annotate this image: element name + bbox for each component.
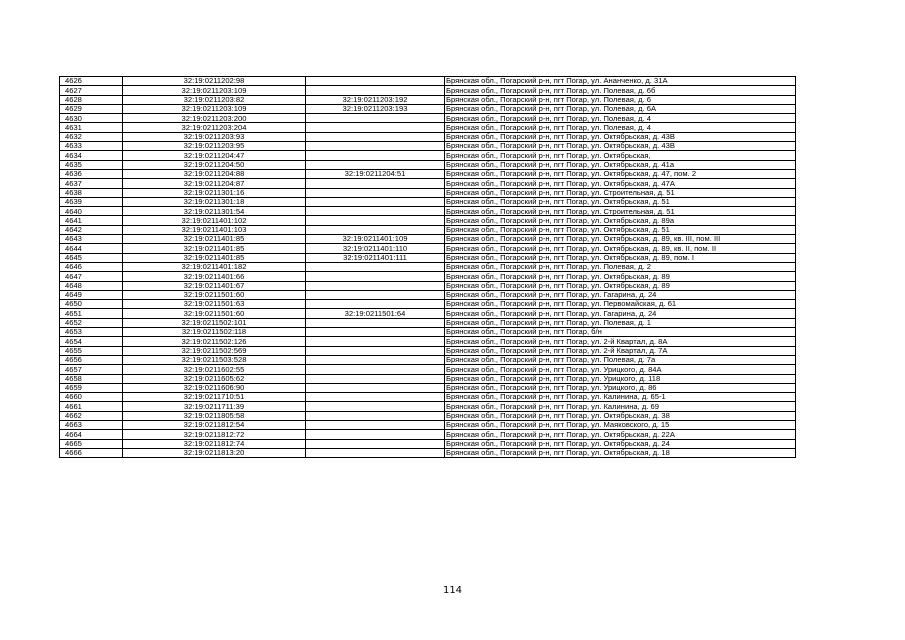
sub-cadastral-number-cell: [306, 430, 445, 439]
row-number-cell: 4649: [60, 290, 123, 299]
row-number-cell: 4661: [60, 402, 123, 411]
address-cell: Брянская обл., Погарский р-н, пгт Погар, ул. Полевая, д. 2: [445, 262, 796, 271]
table-row: [60, 104, 796, 113]
address-cell: Брянская обл., Погарский р-н, пгт Погар, ул. Гагарина, д. 24: [445, 309, 796, 318]
cadastral-number-cell: 32:19:0211501:63: [123, 300, 306, 309]
address-cell: Брянская обл., Погарский р-н, пгт Погар, ул. Октябрьская, д. 24: [445, 439, 796, 448]
row-number-cell: 4666: [60, 448, 123, 457]
cadastral-number-cell: 32:19:0211401:182: [123, 262, 306, 271]
row-number-cell: 4646: [60, 262, 123, 271]
table-row: [60, 86, 796, 95]
table-row: [60, 272, 796, 281]
cadastral-number-cell: 32:19:0211203:204: [123, 123, 306, 132]
cadastral-number-cell: 32:19:0211204:50: [123, 160, 306, 169]
sub-cadastral-number-cell: [306, 151, 445, 160]
row-number-cell: 4639: [60, 197, 123, 206]
address-cell: Брянская обл., Погарский р-н, пгт Погар, ул. Строительная, д. 51: [445, 188, 796, 197]
sub-cadastral-number-cell: [306, 300, 445, 309]
cadastral-number-cell: 32:19:0211203:200: [123, 114, 306, 123]
address-cell: Брянская обл., Погарский р-н, пгт Погар, ул. Октябрьская, д. 22А: [445, 430, 796, 439]
table-row: [60, 207, 796, 216]
row-number-cell: 4626: [60, 77, 123, 86]
cadastral-number-cell: 32:19:0211502:126: [123, 337, 306, 346]
row-number-cell: 4630: [60, 114, 123, 123]
cadastral-number-cell: 32:19:0211605:62: [123, 374, 306, 383]
address-cell: Брянская обл., Погарский р-н, пгт Погар, ул. Октябрьская, д. 47А: [445, 179, 796, 188]
sub-cadastral-number-cell: [306, 355, 445, 364]
address-cell: Брянская обл., Погарский р-н, пгт Погар, ул. Калинина, д. 69: [445, 402, 796, 411]
table-row: [60, 169, 796, 178]
table-row: [60, 430, 796, 439]
row-number-cell: 4665: [60, 439, 123, 448]
cadastral-number-cell: 32:19:0211813:20: [123, 448, 306, 457]
sub-cadastral-number-cell: 32:19:0211401:110: [306, 244, 445, 253]
row-number-cell: 4658: [60, 374, 123, 383]
address-cell: Брянская обл., Погарский р-н, пгт Погар, ул. Полевая, д. 7а: [445, 355, 796, 364]
table-row: [60, 374, 796, 383]
table-row: [60, 262, 796, 271]
table-row: [60, 448, 796, 457]
table-row: [60, 235, 796, 244]
sub-cadastral-number-cell: [306, 77, 445, 86]
address-cell: Брянская обл., Погарский р-н, пгт Погар, ул. Полевая, д. 4: [445, 123, 796, 132]
sub-cadastral-number-cell: [306, 179, 445, 188]
table-row: [60, 188, 796, 197]
page-number: 114: [442, 585, 463, 596]
sub-cadastral-number-cell: [306, 225, 445, 234]
row-number-cell: 4655: [60, 346, 123, 355]
address-cell: Брянская обл., Погарский р-н, пгт Погар, ул. Октябрьская,: [445, 151, 796, 160]
address-cell: Брянская обл., Погарский р-н, пгт Погар, ул. Октябрьская, д. 18: [445, 448, 796, 457]
sub-cadastral-number-cell: [306, 132, 445, 141]
table-row: [60, 383, 796, 392]
cadastral-number-cell: 32:19:0211606:90: [123, 383, 306, 392]
address-cell: Брянская обл., Погарский р-н, пгт Погар, ул. Маяковского, д. 15: [445, 420, 796, 429]
cadastral-number-cell: 32:19:0211401:102: [123, 216, 306, 225]
cadastral-number-cell: 32:19:0211503:528: [123, 355, 306, 364]
sub-cadastral-number-cell: [306, 411, 445, 420]
row-number-cell: 4636: [60, 169, 123, 178]
address-cell: Брянская обл., Погарский р-н, пгт Погар, ул. Строительная, д. 51: [445, 207, 796, 216]
table-row: [60, 290, 796, 299]
address-cell: Брянская обл., Погарский р-н, пгт Погар, ул. Гагарина, д. 24: [445, 290, 796, 299]
cadastral-number-cell: 32:19:0211204:87: [123, 179, 306, 188]
sub-cadastral-number-cell: 32:19:0211501:64: [306, 309, 445, 318]
cadastral-number-cell: 32:19:0211202:98: [123, 77, 306, 86]
property-table: [59, 76, 796, 458]
sub-cadastral-number-cell: [306, 439, 445, 448]
table-row: [60, 77, 796, 86]
row-number-cell: 4634: [60, 151, 123, 160]
row-number-cell: 4645: [60, 253, 123, 262]
cadastral-number-cell: 32:19:0211301:16: [123, 188, 306, 197]
table-row: [60, 95, 796, 104]
sub-cadastral-number-cell: 32:19:0211203:193: [306, 104, 445, 113]
address-cell: Брянская обл., Погарский р-н, пгт Погар, ул. Калинина, д. 65-1: [445, 393, 796, 402]
table-row: [60, 337, 796, 346]
sub-cadastral-number-cell: [306, 160, 445, 169]
sub-cadastral-number-cell: [306, 393, 445, 402]
sub-cadastral-number-cell: [306, 365, 445, 374]
table-row: [60, 393, 796, 402]
table-row: [60, 328, 796, 337]
cadastral-number-cell: 32:19:0211602:55: [123, 365, 306, 374]
sub-cadastral-number-cell: [306, 337, 445, 346]
address-cell: Брянская обл., Погарский р-н, пгт Погар, ул. Октябрьская, д. 89а: [445, 216, 796, 225]
cadastral-number-cell: 32:19:0211401:66: [123, 272, 306, 281]
cadastral-number-cell: 32:19:0211502:118: [123, 328, 306, 337]
table-row: [60, 281, 796, 290]
table-row: [60, 411, 796, 420]
sub-cadastral-number-cell: [306, 272, 445, 281]
cadastral-number-cell: 32:19:0211401:103: [123, 225, 306, 234]
address-cell: Брянская обл., Погарский р-н, пгт Погар, ул. Октябрьская, д. 51: [445, 197, 796, 206]
row-number-cell: 4635: [60, 160, 123, 169]
cadastral-number-cell: 32:19:0211711:39: [123, 402, 306, 411]
table-row: [60, 197, 796, 206]
row-number-cell: 4652: [60, 318, 123, 327]
row-number-cell: 4628: [60, 95, 123, 104]
sub-cadastral-number-cell: 32:19:0211204:51: [306, 169, 445, 178]
row-number-cell: 4627: [60, 86, 123, 95]
row-number-cell: 4664: [60, 430, 123, 439]
cadastral-number-cell: 32:19:0211203:109: [123, 104, 306, 113]
sub-cadastral-number-cell: [306, 207, 445, 216]
address-cell: Брянская обл., Погарский р-н, пгт Погар, ул. Первомайская, д. 61: [445, 300, 796, 309]
row-number-cell: 4641: [60, 216, 123, 225]
table-row: [60, 346, 796, 355]
address-cell: Брянская обл., Погарский р-н, пгт Погар, ул. Октябрьская, д. 43В: [445, 142, 796, 151]
row-number-cell: 4653: [60, 328, 123, 337]
address-cell: Брянская обл., Погарский р-н, пгт Погар, ул. Полевая, д. 6А: [445, 104, 796, 113]
address-cell: Брянская обл., Погарский р-н, пгт Погар, ул. Октябрьская, д. 89, пом. I: [445, 253, 796, 262]
address-cell: Брянская обл., Погарский р-н, пгт Погар, ул. Октябрьская, д. 89, кв. II, пом. II: [445, 244, 796, 253]
table-row: [60, 318, 796, 327]
cadastral-number-cell: 32:19:0211401:67: [123, 281, 306, 290]
sub-cadastral-number-cell: [306, 290, 445, 299]
sub-cadastral-number-cell: [306, 216, 445, 225]
address-cell: Брянская обл., Погарский р-н, пгт Погар, б/н: [445, 328, 796, 337]
row-number-cell: 4629: [60, 104, 123, 113]
address-cell: Брянская обл., Погарский р-н, пгт Погар, ул. Ананченко, д. 31А: [445, 77, 796, 86]
cadastral-number-cell: 32:19:0211204:47: [123, 151, 306, 160]
address-cell: Брянская обл., Погарский р-н, пгт Погар, ул. 2-й Квартал, д. 8А: [445, 337, 796, 346]
sub-cadastral-number-cell: [306, 188, 445, 197]
cadastral-number-cell: 32:19:0211203:109: [123, 86, 306, 95]
sub-cadastral-number-cell: [306, 262, 445, 271]
sub-cadastral-number-cell: [306, 328, 445, 337]
sub-cadastral-number-cell: [306, 374, 445, 383]
cadastral-number-cell: 32:19:0211401:85: [123, 253, 306, 262]
table-row: [60, 132, 796, 141]
table-row: [60, 225, 796, 234]
row-number-cell: 4654: [60, 337, 123, 346]
address-cell: Брянская обл., Погарский р-н, пгт Погар, ул. Урицкого, д. 118: [445, 374, 796, 383]
table-row: [60, 244, 796, 253]
table-row: [60, 309, 796, 318]
address-cell: Брянская обл., Погарский р-н, пгт Погар, ул. Октябрьская, д. 89, кв. III, пом. III: [445, 235, 796, 244]
sub-cadastral-number-cell: [306, 383, 445, 392]
row-number-cell: 4662: [60, 411, 123, 420]
cadastral-number-cell: 32:19:0211812:72: [123, 430, 306, 439]
cadastral-number-cell: 32:19:0211805:58: [123, 411, 306, 420]
address-cell: Брянская обл., Погарский р-н, пгт Погар, ул. Октябрьская, д. 38: [445, 411, 796, 420]
sub-cadastral-number-cell: 32:19:0211401:109: [306, 235, 445, 244]
sub-cadastral-number-cell: [306, 197, 445, 206]
cadastral-number-cell: 32:19:0211401:85: [123, 235, 306, 244]
sub-cadastral-number-cell: 32:19:0211203:192: [306, 95, 445, 104]
address-cell: Брянская обл., Погарский р-н, пгт Погар, ул. Полевая, д. 6б: [445, 86, 796, 95]
table-row: [60, 300, 796, 309]
table-row: [60, 160, 796, 169]
cadastral-number-cell: 32:19:0211501:60: [123, 309, 306, 318]
row-number-cell: 4643: [60, 235, 123, 244]
sub-cadastral-number-cell: [306, 420, 445, 429]
cadastral-number-cell: 32:19:0211204:88: [123, 169, 306, 178]
row-number-cell: 4651: [60, 309, 123, 318]
address-cell: Брянская обл., Погарский р-н, пгт Погар, ул. Октябрьская, д. 47, пом. 2: [445, 169, 796, 178]
table-row: [60, 142, 796, 151]
row-number-cell: 4638: [60, 188, 123, 197]
sub-cadastral-number-cell: [306, 448, 445, 457]
address-cell: Брянская обл., Погарский р-н, пгт Погар, ул. Урицкого, д. 84А: [445, 365, 796, 374]
table-row: [60, 365, 796, 374]
row-number-cell: 4657: [60, 365, 123, 374]
sub-cadastral-number-cell: [306, 123, 445, 132]
row-number-cell: 4631: [60, 123, 123, 132]
sub-cadastral-number-cell: [306, 142, 445, 151]
address-cell: Брянская обл., Погарский р-н, пгт Погар, ул. Октябрьская, д. 41а: [445, 160, 796, 169]
row-number-cell: 4648: [60, 281, 123, 290]
sub-cadastral-number-cell: [306, 281, 445, 290]
row-number-cell: 4633: [60, 142, 123, 151]
table-row: [60, 216, 796, 225]
row-number-cell: 4642: [60, 225, 123, 234]
row-number-cell: 4659: [60, 383, 123, 392]
table-row: [60, 179, 796, 188]
table-row: [60, 123, 796, 132]
row-number-cell: 4632: [60, 132, 123, 141]
row-number-cell: 4650: [60, 300, 123, 309]
address-cell: Брянская обл., Погарский р-н, пгт Погар, ул. 2-й Квартал, д. 7А: [445, 346, 796, 355]
cadastral-number-cell: 32:19:0211203:95: [123, 142, 306, 151]
cadastral-number-cell: 32:19:0211812:74: [123, 439, 306, 448]
row-number-cell: 4663: [60, 420, 123, 429]
table-row: [60, 402, 796, 411]
table-row: [60, 420, 796, 429]
row-number-cell: 4660: [60, 393, 123, 402]
address-cell: Брянская обл., Погарский р-н, пгт Погар, ул. Октябрьская, д. 51: [445, 225, 796, 234]
cadastral-number-cell: 32:19:0211301:54: [123, 207, 306, 216]
table-row: [60, 151, 796, 160]
cadastral-number-cell: 32:19:0211502:101: [123, 318, 306, 327]
cadastral-number-cell: 32:19:0211502:569: [123, 346, 306, 355]
address-cell: Брянская обл., Погарский р-н, пгт Погар, ул. Октябрьская, д. 43В: [445, 132, 796, 141]
row-number-cell: 4656: [60, 355, 123, 364]
table-row: [60, 439, 796, 448]
cadastral-number-cell: 32:19:0211203:93: [123, 132, 306, 141]
cadastral-number-cell: 32:19:0211710:51: [123, 393, 306, 402]
address-cell: Брянская обл., Погарский р-н, пгт Погар, ул. Октябрьская, д. 89: [445, 272, 796, 281]
address-cell: Брянская обл., Погарский р-н, пгт Погар, ул. Полевая, д. 4: [445, 114, 796, 123]
row-number-cell: 4637: [60, 179, 123, 188]
table-row: [60, 253, 796, 262]
sub-cadastral-number-cell: 32:19:0211401:111: [306, 253, 445, 262]
row-number-cell: 4644: [60, 244, 123, 253]
sub-cadastral-number-cell: [306, 402, 445, 411]
table-row: [60, 355, 796, 364]
row-number-cell: 4640: [60, 207, 123, 216]
address-cell: Брянская обл., Погарский р-н, пгт Погар, ул. Полевая, д. 6: [445, 95, 796, 104]
address-cell: Брянская обл., Погарский р-н, пгт Погар, ул. Октябрьская, д. 89: [445, 281, 796, 290]
address-cell: Брянская обл., Погарский р-н, пгт Погар, ул. Урицкого, д. 86: [445, 383, 796, 392]
sub-cadastral-number-cell: [306, 114, 445, 123]
sub-cadastral-number-cell: [306, 346, 445, 355]
address-cell: Брянская обл., Погарский р-н, пгт Погар, ул. Полевая, д. 1: [445, 318, 796, 327]
table-row: [60, 114, 796, 123]
cadastral-number-cell: 32:19:0211501:60: [123, 290, 306, 299]
row-number-cell: 4647: [60, 272, 123, 281]
cadastral-number-cell: 32:19:0211812:54: [123, 420, 306, 429]
sub-cadastral-number-cell: [306, 86, 445, 95]
property-table-body: [60, 77, 796, 458]
cadastral-number-cell: 32:19:0211401:85: [123, 244, 306, 253]
cadastral-number-cell: 32:19:0211301:18: [123, 197, 306, 206]
cadastral-number-cell: 32:19:0211203:82: [123, 95, 306, 104]
sub-cadastral-number-cell: [306, 318, 445, 327]
